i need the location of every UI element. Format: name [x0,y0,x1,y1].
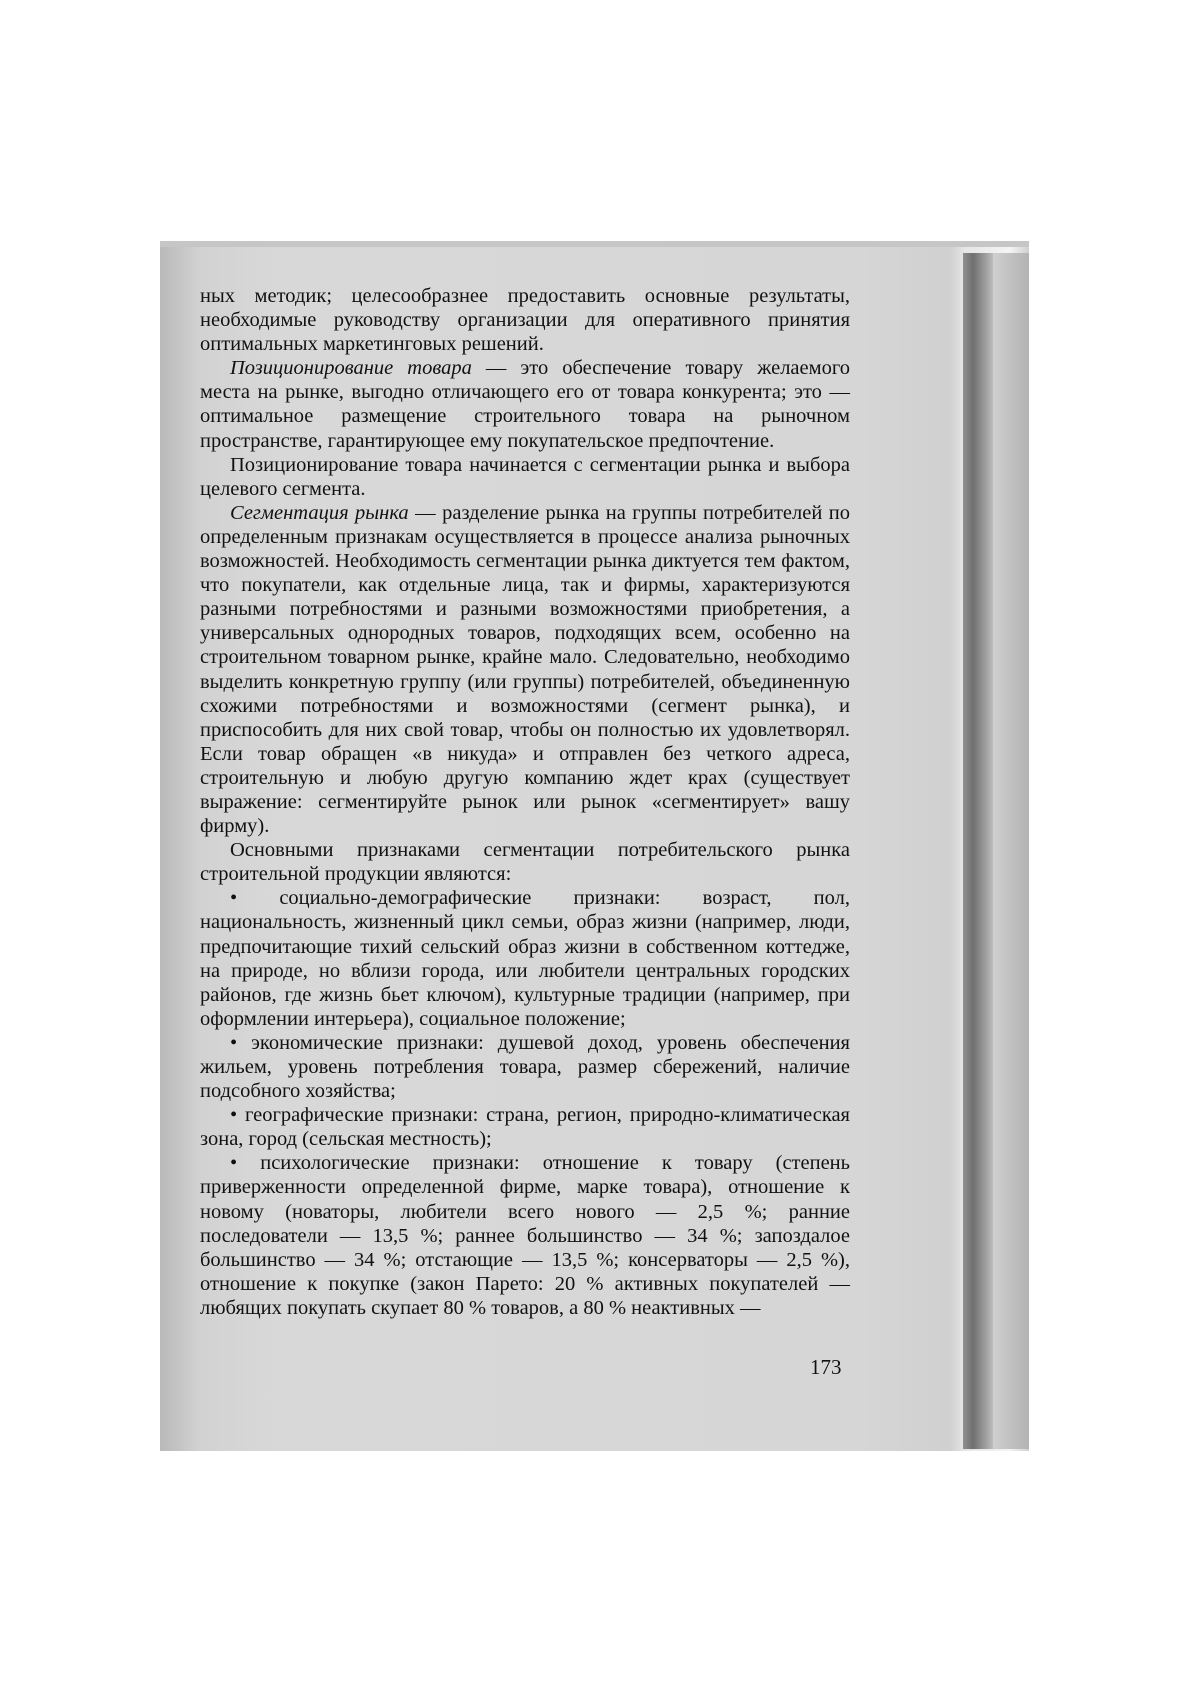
bullet-socio-demographic: • социально-демографические признаки: возраст, пол, национальность, жизненный цикл семьи, образ жизни (например, люди, предпочитающие тихий сельский образ жизни в собственном коттедже, на природе, но вблизи города, или любители центральных городских районов, где жизнь бьет ключом), культурные традиции (например, при оформлении интерьера), социальное положение; [200,887,850,1030]
book-page-edge-shadow [963,253,993,1449]
book-page-edge-outer [993,253,1029,1449]
paragraph-positioning-definition [200,356,850,452]
page-body-text [200,284,850,1320]
definition-segmentation-text: — разделение рынка на группы потребителей по определенным признакам осуществляется в процессе анализа рыночных возможностей. Необходимость сегментации рынка диктуется тем фактом, что покупатели, как отдельные лица, так и фирмы, характеризуются разными потребностями и разными возможностями приобретения, а универсальных однородных товаров, подходящих всем, особенно на строительном товарном рынке, крайне мало. Следовательно, необходимо выделить конкретную группу (или группы) потребителей, объединенную схожими потребностями и возможностями (сегмент рынка), и приспособить для них свой товар, чтобы он полностью их удовлетворял. Если товар обращен «в никуда» и отправлен без четкого адреса, строительную и любую другую компанию ждет крах (существует выражение: сегментируйте рынок или рынок «сегментирует» вашу фирму). [200,501,850,838]
scan-top-edge [160,241,1029,247]
term-segmentation: Сегментация рынка [230,501,409,524]
paragraph-positioning-start: Позиционирование товара начинается с сегментации рынка и выбора целевого сегмента. [200,453,850,500]
term-positioning: Позиционирование товара [230,357,472,380]
paragraph-segmentation-definition [200,501,850,838]
page-number: 173 [810,1355,842,1379]
bullet-economic: • экономические признаки: душевой доход, уровень обеспечения жильем, уровень потребления товара, размер сбережений, наличие подсобного хозяйства; [200,1031,850,1103]
bullet-geographic: • географические признаки: страна, регион, природно-климатическая зона, город (сельская местность); [200,1104,850,1151]
definition-positioning-text: — это обеспечение товару желаемого места на рынке, выгодно отличающего его от товара конкурента; это — оптимальное размещение строительного товара на рыночном пространстве, гарантирующее ему покупательское предпочтение. [200,357,850,452]
bullet-psychological: • психологические признаки: отношение к товару (степень приверженности определенной фирме, марке товара), отношение к новому (новаторы, любители всего нового — 2,5 %; ранние последователи — 13,5 %; раннее большинство — 34 %; запоздалое большинство — 34 %; отстающие — 13,5 %; консерваторы — 2,5 %), отношение к покупке (закон Парето: 20 % активных покупателей — любящих покупать скупает 80 % товаров, а 80 % неактивных — [200,1152,850,1319]
paragraph-segmentation-criteria-intro: Основными признаками сегментации потребительского рынка строительной продукции являются: [200,839,850,886]
paragraph-continuation: ных методик; целесообразнее предоставить основные результаты, необходимые руководству организации для оперативного принятия оптимальных маркетинговых решений. [200,285,850,356]
